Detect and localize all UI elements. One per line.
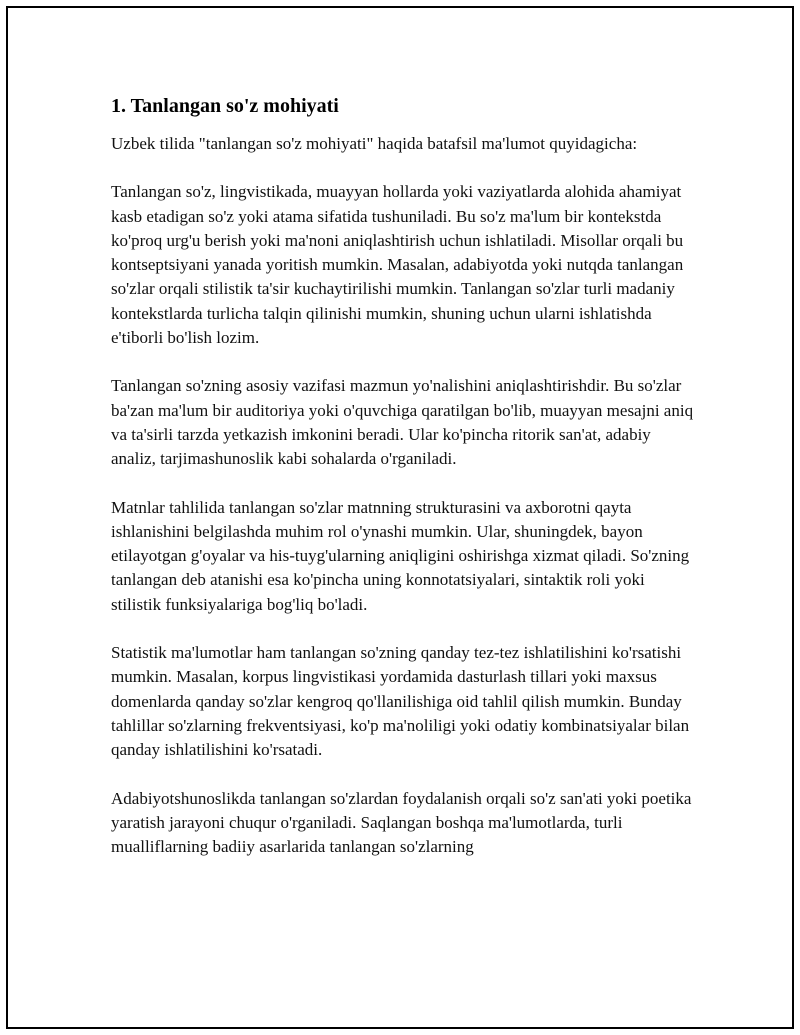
paragraph-text-analysis: Matnlar tahlilida tanlangan so'zlar matnning strukturasini va axborotni qayta ishlanishini belgilashda muhim rol o'ynashi mumkin. Ular, shuningdek, bayon etilayotgan g'oyalar va his-tuyg'ularning aniqligini oshirishga xizmat qiladi. So'zning tanlangan deb atanishi esa ko'pincha uning konnotatsiyalari, sintaktik roli yoki stilistik funksiyalariga bog'liq bo'ladi. xyxy=(111,497,690,614)
paragraph-function: Tanlangan so'zning asosiy vazifasi mazmun yo'nalishini aniqlashtirishdir. Bu so'zlar ba'zan ma'lum bir auditoriya yoki o'quvchiga qaratilgan bo'lib, muayyan mesajni aniq va ta'sirli tarzda yetkazish imkonini beradi. Ular ko'pincha ritorik san'at, adabiy analiz, tarjimashunoslik kabi sohalarda o'rganiladi. xyxy=(111,376,694,469)
intro-paragraph: Uzbek tilida "tanlangan so'z mohiyati" haqida batafsil ma'lumot quyidagicha: xyxy=(111,134,638,153)
section-heading: 1. Tanlangan so'z mohiyati xyxy=(111,95,339,117)
paragraph-literary-studies: Adabiyotshunoslikda tanlangan so'zlardan foydalanish orqali so'z san'ati yoki poetika yaratish jarayoni chuqur o'rganiladi. Saqlangan boshqa ma'lumotlarda, turli mualliflarning badiiy asarlarida tanlangan so'zlarning xyxy=(111,788,692,857)
paragraph-statistics: Statistik ma'lumotlar ham tanlangan so'zning qanday tez-tez ishlatilishini ko'rsatishi mumkin. Masalan, korpus lingvistikasi yordamida dasturlash tillari yoki maxsus domenlarda qanday so'zlar kengroq qo'llanilishiga oid tahlil qilish mumkin. Bunday tahlillar so'zlarning frekventsiyasi, ko'p ma'noliligi yoki odatiy kombinatsiyalar bilan qanday ishlatilishini ko'rsatadi. xyxy=(111,643,690,760)
document-body xyxy=(111,92,696,883)
paragraph-definition: Tanlangan so'z, lingvistikada, muayyan hollarda yoki vaziyatlarda alohida ahamiyat kasb etadigan so'z yoki atama sifatida tushuniladi. Bu so'z ma'lum bir kontekstda ko'proq urg'u berish yoki ma'noni aniqlashtirish uchun ishlatiladi. Misollar orqali bu kontseptsiyani yanada yoritish mumkin. Masalan, adabiyotda yoki nutqda tanlangan so'zlar orqali stilistik ta'sir kuchaytirilishi mumkin. Tanlangan so'zlar turli madaniy kontekstlarda turlicha talqin qilinishi mumkin, shuning uchun ularni ishlatishda e'tiborli bo'lish lozim. xyxy=(111,182,684,348)
